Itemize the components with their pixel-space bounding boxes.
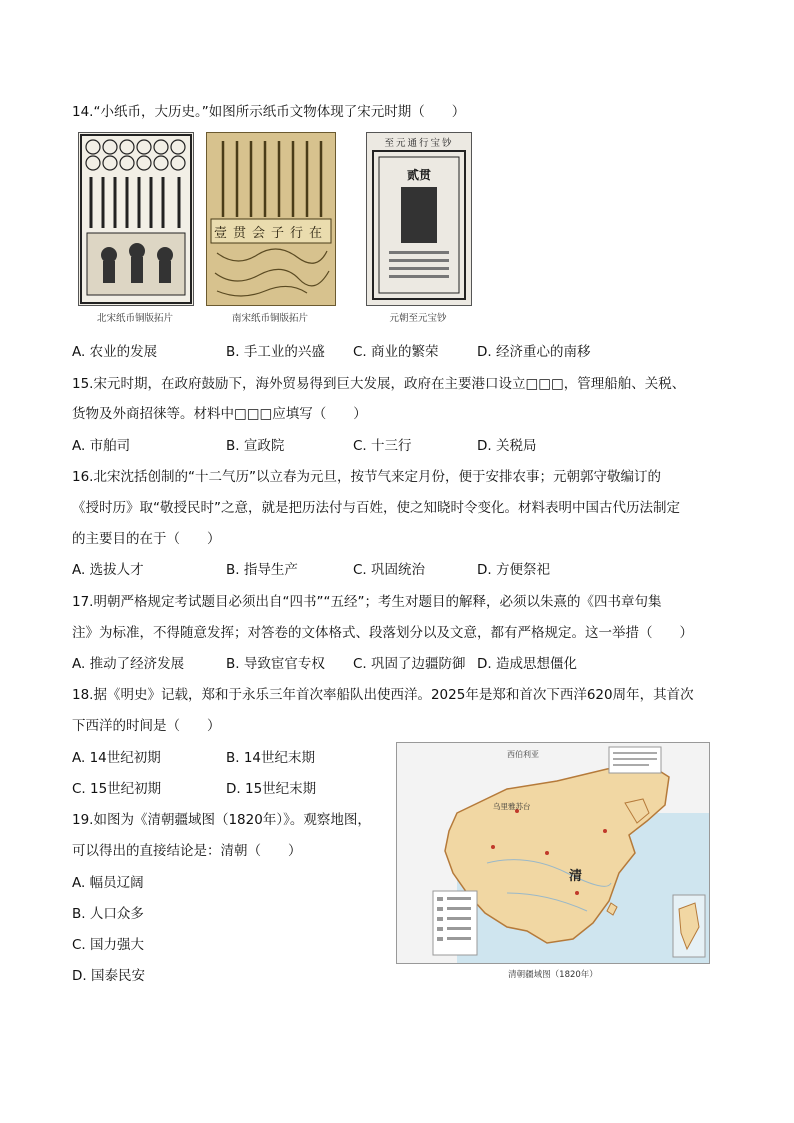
q18-option-b[interactable]: B. 14世纪末期 — [226, 750, 316, 766]
q16-option-a[interactable]: A. 选拔人才 — [72, 562, 144, 578]
image-caption-yuan: 元朝至元宝钞 — [389, 313, 447, 324]
image-caption-northern-song: 北宋纸币铜版拓片 — [96, 313, 173, 324]
q18-stem-line-2: 下西洋的时间是（ ） — [72, 718, 221, 734]
q19-stem-line-2: 可以得出的直接结论是：清朝（ ） — [72, 843, 302, 859]
q16-option-d[interactable]: D. 方便祭祀 — [477, 562, 550, 578]
banknote-header-text: 至元通行宝钞 — [384, 138, 454, 149]
q17-option-a[interactable]: A. 推动了经济发展 — [72, 656, 185, 672]
map-label-qing: 清 — [569, 869, 583, 884]
banknote-band-text: 壹贯会子行在 — [213, 226, 328, 241]
q19-stem-line-1: 19.如图为《清朝疆域图（1820年）》。观察地图， — [72, 812, 371, 828]
q17-stem-line-1: 17.明朝严格规定考试题目必须出自“四书”“五经”；考生对题目的解释，必须以朱熹的《四书章句集 — [72, 594, 662, 610]
map-label-siberia: 西伯利亚 — [507, 750, 539, 759]
q14-option-d[interactable]: D. 经济重心的南移 — [477, 344, 591, 360]
q16-stem-line-2: 《授时历》取“敬授民时”之意，就是把历法付与百姓，使之知晓时令变化。材料表明中国古代历法制定 — [72, 500, 680, 516]
q15-option-b[interactable]: B. 宣政院 — [226, 438, 285, 454]
q14-option-c[interactable]: C. 商业的繁荣 — [353, 344, 439, 360]
q16-option-b[interactable]: B. 指导生产 — [226, 562, 298, 578]
q16-stem-line-3: 的主要目的在于（ ） — [72, 531, 221, 547]
q14-stem: 14.“小纸币，大历史。”如图所示纸币文物体现了宋元时期（ ） — [72, 104, 466, 120]
q15-stem-line-1: 15.宋元时期，在政府鼓励下，海外贸易得到巨大发展，政府在主要港口设立□□□，管理船舶、关税、 — [72, 376, 686, 392]
southern-song-banknote-rubbing-image — [206, 132, 336, 306]
q18-option-c[interactable]: C. 15世纪初期 — [72, 781, 162, 797]
q17-option-d[interactable]: D. 造成思想僵化 — [477, 656, 577, 672]
q17-stem-line-2: 注》为标准，不得随意发挥；对答卷的文体格式、段落划分以及文意，都有严格规定。这一举措（ ） — [72, 625, 693, 641]
map-caption: 清朝疆域图（1820年） — [508, 970, 598, 980]
q15-option-c[interactable]: C. 十三行 — [353, 438, 412, 454]
map-label-uliastai: 乌里雅苏台 — [493, 802, 531, 811]
image-caption-southern-song: 南宋纸币铜版拓片 — [231, 313, 308, 324]
q19-option-a[interactable]: A. 幅员辽阔 — [72, 875, 144, 891]
q18-stem-line-1: 18.据《明史》记载，郑和于永乐三年首次率船队出使西洋。2025年是郑和首次下西洋620周年，其首次 — [72, 687, 694, 703]
q15-stem-line-2: 货物及外商招徕等。材料中□□□应填写（ ） — [72, 406, 367, 422]
q19-option-d[interactable]: D. 国泰民安 — [72, 968, 145, 984]
qing-territory-map-image — [396, 742, 710, 964]
q19-option-b[interactable]: B. 人口众多 — [72, 906, 144, 922]
q18-option-d[interactable]: D. 15世纪末期 — [226, 781, 317, 797]
yuan-zhiyuan-banknote-image — [366, 132, 472, 306]
q15-option-a[interactable]: A. 市舶司 — [72, 438, 131, 454]
q17-option-b[interactable]: B. 导致宦官专权 — [226, 656, 325, 672]
q16-stem-line-1: 16.北宋沈括创制的“十二气历”以立春为元旦，按节气来定月份，便于安排农事；元朝郭守敬编订的 — [72, 469, 661, 485]
q16-option-c[interactable]: C. 巩固统治 — [353, 562, 426, 578]
banknote-value-text: 贰贯 — [406, 168, 431, 182]
northern-song-banknote-rubbing-image — [78, 132, 194, 306]
q19-option-c[interactable]: C. 国力强大 — [72, 937, 145, 953]
q17-option-c[interactable]: C. 巩固了边疆防御 — [353, 656, 466, 672]
q15-option-d[interactable]: D. 关税局 — [477, 438, 537, 454]
q14-option-a[interactable]: A. 农业的发展 — [72, 344, 158, 360]
q18-option-a[interactable]: A. 14世纪初期 — [72, 750, 161, 766]
q14-option-b[interactable]: B. 手工业的兴盛 — [226, 344, 325, 360]
